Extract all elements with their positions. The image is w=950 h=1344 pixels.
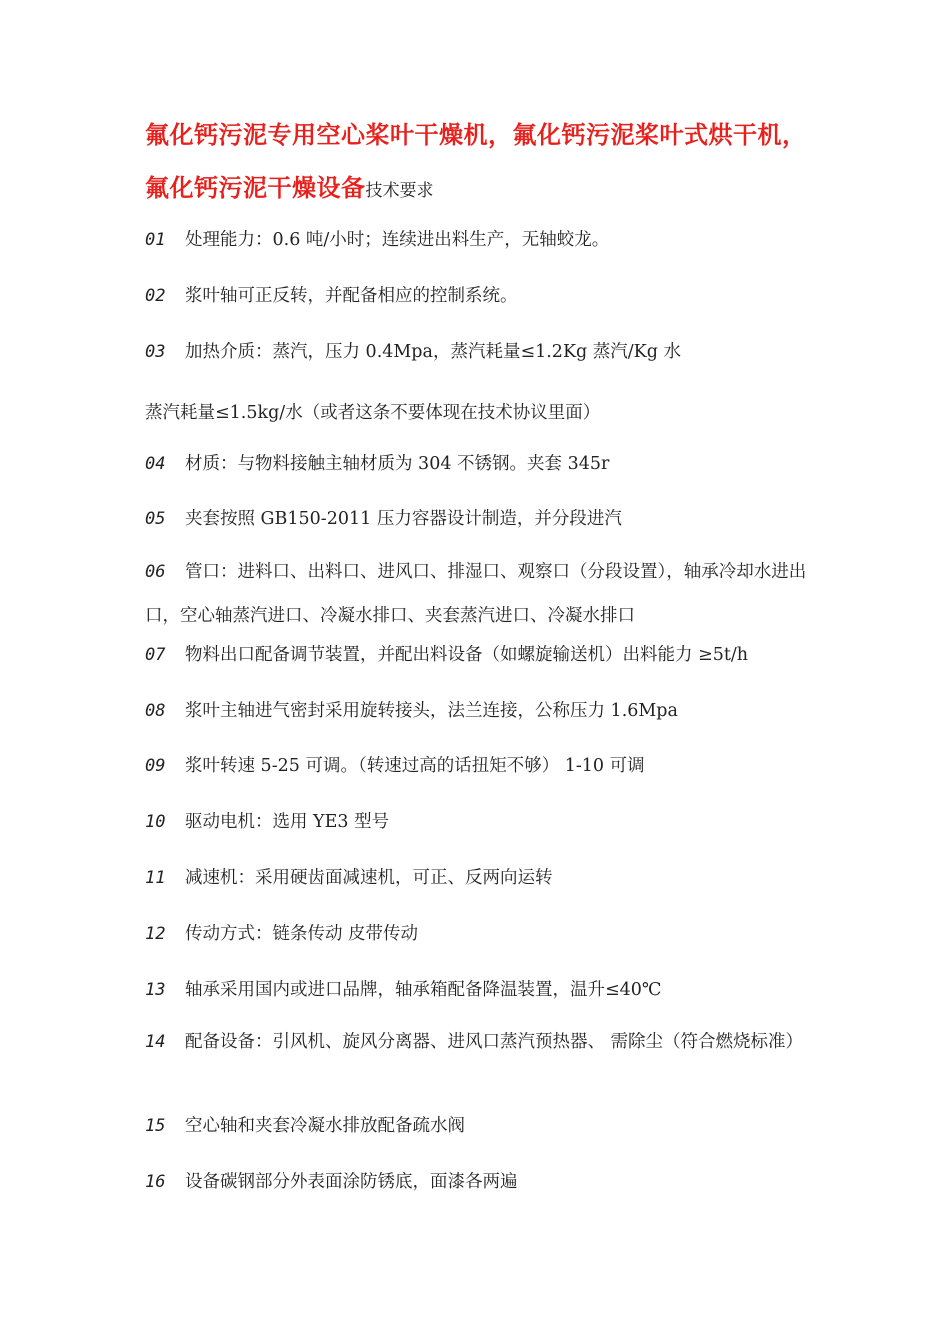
item-number: 01 <box>145 230 166 250</box>
item-text: 处理能力：0.6 吨/小时；连续进出料生产，无轴蛟龙。 <box>185 230 610 250</box>
requirement-item <box>145 550 825 638</box>
requirement-item <box>145 338 825 363</box>
item-number: 15 <box>145 1116 166 1136</box>
item-number: 13 <box>145 980 166 1000</box>
requirement-item <box>145 752 825 777</box>
requirement-item <box>145 226 825 251</box>
item-text: 物料出口配备调节装置，并配出料设备（如螺旋输送机）出料能力 ≥5t/h <box>185 645 749 665</box>
title-suffix-text: 技术要求 <box>365 181 434 201</box>
item-number: 04 <box>145 454 166 474</box>
item-text: 驱动电机：选用 YE3 型号 <box>185 812 390 832</box>
item-text: 浆叶主轴进气密封采用旋转接头，法兰连接，公称压力 1.6Mpa <box>185 701 678 721</box>
item-text: 加热介质：蒸汽，压力 0.4Mpa，蒸汽耗量≤1.2Kg 蒸汽/Kg 水 <box>185 342 682 362</box>
item-number: 16 <box>145 1172 166 1192</box>
requirement-item-continuation <box>145 399 825 424</box>
item-number: 08 <box>145 701 166 721</box>
item-number: 10 <box>145 812 166 832</box>
requirement-item <box>145 641 825 666</box>
item-text: 浆叶轴可正反转，并配备相应的控制系统。 <box>185 286 518 306</box>
item-text: 管口：进料口、出料口、进风口、排湿口、观察口（分段设置），轴承冷却水进出口，空心轴蒸汽进口、冷凝水排口、夹套蒸汽进口、冷凝水排口 <box>145 562 807 626</box>
item-number: 11 <box>145 868 166 888</box>
item-text: 设备碳钢部分外表面涂防锈底，面漆各两遍 <box>185 1172 518 1192</box>
item-number: 02 <box>145 286 166 306</box>
item-text: 配备设备：引风机、旋风分离器、进风口蒸汽预热器、 需除尘（符合燃烧标准） <box>185 1032 804 1052</box>
item-number: 05 <box>145 509 166 529</box>
item-text: 减速机：采用硬齿面减速机，可正、反两向运转 <box>185 868 553 888</box>
requirement-item <box>145 1020 825 1064</box>
requirement-item <box>145 450 825 475</box>
item-number: 09 <box>145 756 166 776</box>
item-text: 空心轴和夹套冷凝水排放配备疏水阀 <box>185 1116 465 1136</box>
title-red-text: 氟化钙污泥专用空心桨叶干燥机，氟化钙污泥桨叶式烘干机，氟化钙污泥干燥设备 <box>145 121 807 202</box>
requirement-item <box>145 976 825 1001</box>
requirement-item <box>145 808 825 833</box>
item-text: 轴承采用国内或进口品牌，轴承箱配备降温装置，温升≤40℃ <box>185 980 662 1000</box>
item-number: 07 <box>145 645 166 665</box>
item-number: 06 <box>145 562 166 582</box>
requirement-item <box>145 282 825 307</box>
item-number: 12 <box>145 924 166 944</box>
document-title <box>145 110 825 216</box>
item-number: 14 <box>145 1032 166 1052</box>
requirement-item <box>145 505 825 530</box>
item-text: 蒸汽耗量≤1.5kg/水（或者这条不要体现在技术协议里面） <box>145 403 601 423</box>
requirement-item <box>145 697 825 722</box>
requirement-item <box>145 864 825 889</box>
item-text: 夹套按照 GB150-2011 压力容器设计制造，并分段进汽 <box>185 509 622 529</box>
requirement-item <box>145 1112 825 1137</box>
item-text: 材质：与物料接触主轴材质为 304 不锈钢。夹套 345r <box>185 454 610 474</box>
item-number: 03 <box>145 342 166 362</box>
requirement-item <box>145 1168 825 1193</box>
requirement-item <box>145 920 825 945</box>
item-text: 传动方式：链条传动 皮带传动 <box>185 924 419 944</box>
item-text: 浆叶转速 5-25 可调。（转速过高的话扭矩不够） 1-10 可调 <box>185 756 645 776</box>
